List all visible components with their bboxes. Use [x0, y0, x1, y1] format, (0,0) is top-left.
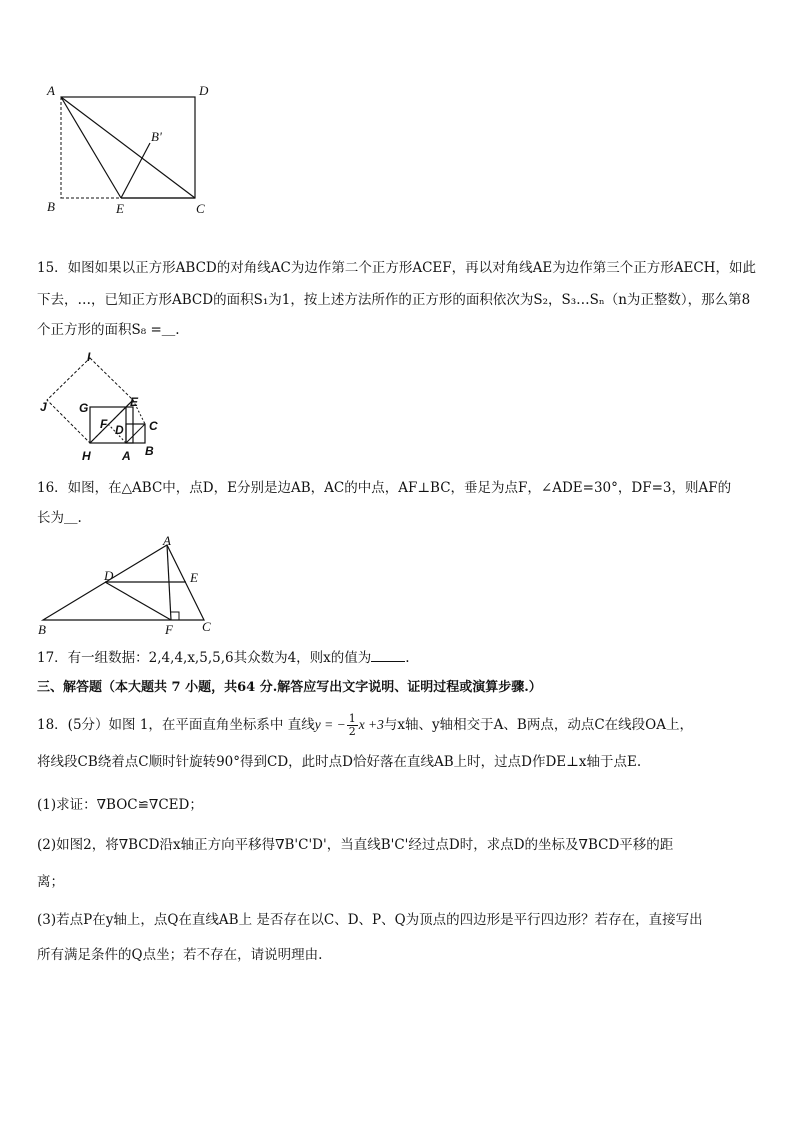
q16-line1: 16．如图，在△ABC中，点D，E分别是边AB，AC的中点，AF⊥BC，垂足为点F，∠ADE=30°，DF=3，则AF的	[37, 480, 732, 496]
q16-line2: 长为＿.	[37, 510, 82, 526]
section-desc: （本大题共 7 小题，共64 分.解答应写出文字说明、证明过程或演算步骤.）	[102, 680, 542, 695]
q18-line2: 将线段CB绕着点C顺时针旋转90°得到CD，此时点D恰好落在直线AB上时，过点D作DE⊥x轴于点E.	[37, 754, 642, 770]
label-e: E	[116, 201, 124, 216]
segment-ae	[61, 97, 121, 198]
q17-text: 17．有一组数据：2,4,4,x,5,5,6其众数为4，则x的值为	[37, 650, 372, 666]
label-f: F	[165, 622, 173, 637]
q18-line1	[37, 710, 762, 740]
label-d: D	[115, 423, 124, 437]
figure-q15	[38, 348, 168, 468]
q15-line2: 下去，…，已知正方形ABCD的面积S₁为1，按上述方法所作的正方形的面积依次为S₂，S₃…Sₙ（n为正整数），那么第8	[37, 292, 751, 308]
label-a: A	[47, 83, 55, 98]
label-c: C	[196, 201, 205, 216]
label-c: C	[149, 419, 158, 433]
section-heading	[37, 678, 762, 698]
segment-eb1	[121, 143, 150, 198]
answer-blank	[371, 649, 405, 662]
q18-part2-line2: 离；	[37, 874, 64, 890]
q18-part3-line1: (3)若点P在y轴上，点Q在直线AB上 是否存在以C、D、P、Q为顶点的四边形是平行四边形？若存在，直接写出	[37, 912, 703, 928]
label-d: D	[104, 568, 114, 583]
label-e: E	[130, 395, 139, 409]
label-f: F	[100, 417, 108, 431]
q18-intro: 18．(5分）如图 1，在平面直角坐标系中 直线	[37, 717, 315, 733]
segment-df	[105, 582, 171, 620]
label-e: E	[190, 570, 198, 585]
section-title: 三、解答题	[37, 680, 103, 695]
figure-q16	[34, 535, 224, 640]
q18-part2-line1: (2)如图2，将∇BCD沿x轴正方向平移得∇B'C'D'，当直线B'C'经过点D时，求点D的坐标及∇BCD平移的距	[37, 837, 674, 853]
label-g: G	[79, 401, 89, 415]
label-i: I	[87, 350, 91, 364]
right-angle-mark	[171, 612, 179, 620]
label-b: B	[38, 622, 46, 637]
label-c: C	[202, 619, 211, 634]
figure-q14	[40, 80, 220, 220]
q18-part1: (1)求证：∇BOC≌∇CED；	[37, 797, 203, 813]
q18-part3-line2: 所有满足条件的Q点坐；若不存在，请说明理由.	[37, 947, 323, 963]
eq-rhs: x +3	[358, 717, 384, 732]
label-a: A	[163, 535, 171, 548]
label-d: D	[199, 83, 209, 98]
label-b: B	[145, 444, 154, 458]
diagonal-ac	[61, 97, 195, 198]
q15-line3: 个正方形的面积S₈ =＿.	[37, 322, 180, 338]
label-j: J	[40, 400, 47, 414]
label-a: A	[122, 449, 131, 463]
label-b: B	[47, 199, 55, 214]
eq-lhs: y = −	[314, 717, 346, 732]
fraction-numerator: 1	[348, 712, 356, 725]
label-h: H	[82, 449, 91, 463]
q18-intro-rest: 与x轴、y轴相交于A、B两点，动点C在线段OA上，	[383, 717, 693, 733]
label-b-prime: B'	[151, 129, 162, 144]
q17-period: .	[405, 650, 410, 666]
q17-line	[37, 648, 762, 668]
q15-line1: 15．如图如果以正方形ABCD的对角线AC为边作第二个正方形ACEF，再以对角线AE为边作第三个正方形AECH，如此	[37, 260, 756, 276]
fraction-denominator: 2	[348, 725, 356, 738]
fraction-half	[347, 713, 358, 738]
